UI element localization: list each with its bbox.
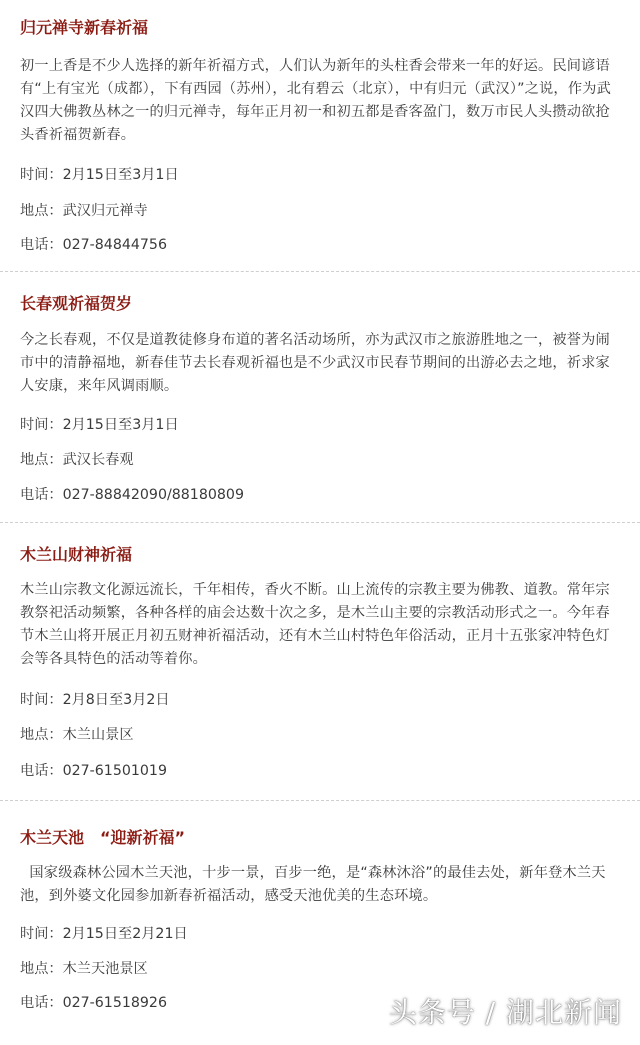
event-place: 地点：木兰山景区 [20, 727, 134, 743]
section-title: 长春观祈福贺岁 [20, 294, 133, 313]
event-place: 地点：武汉长春观 [20, 452, 134, 468]
event-time: 时间：2月15日至3月1日 [20, 167, 179, 183]
section-divider [0, 271, 640, 272]
section-paragraph: 初一上香是不少人选择的新年祈福方式，人们认为新年的头柱香会带来一年的好运。民间谚语有“上有宝光（成都），下有西园（苏州），北有碧云（北京），中有归元（武汉）”之说，作为武汉四大佛教丛林之一的归元禅寺，每年正月初一和初五都是香客盈门，数万市民人头攒动欲抢头香祈福贺新春。 [20, 58, 611, 143]
event-time: 时间：2月15日至3月1日 [20, 417, 179, 433]
event-phone: 电话：027-88842090/88180809 [20, 487, 244, 503]
event-place: 地点：武汉归元禅寺 [20, 203, 148, 219]
section-paragraph: 木兰山宗教文化源远流长，千年相传，香火不断。山上流传的宗教主要为佛教、道教。常年宗教祭祀活动频繁，各种各样的庙会达数十次之多，是木兰山主要的宗教活动形式之一。今年春节木兰山将开展正月初五财神祈福活动，还有木兰山村特色年俗活动，正月十五张家冲特色灯会等各具特色的活动等着你。 [20, 582, 610, 667]
event-phone: 电话：027-61518926 [20, 995, 167, 1011]
event-time: 时间：2月8日至3月2日 [20, 692, 170, 708]
section-paragraph: 今之长春观，不仅是道教徒修身布道的著名活动场所，亦为武汉市之旅游胜地之一，被誉为闹市中的清静福地，新春佳节去长春观祈福也是不少武汉市民春节期间的出游必去之地，祈求家人安康，来年风调雨顺。 [20, 332, 610, 394]
event-place: 地点：木兰天池景区 [20, 961, 148, 977]
section-title: 木兰山财神祈福 [20, 545, 133, 564]
section-title: 木兰天池 “迎新祈福” [20, 828, 186, 847]
section-divider [0, 800, 640, 801]
section-paragraph: 国家级森林公园木兰天池，十步一景，百步一绝，是“森林沐浴”的最佳去处，新年登木兰天池，到外婆文化园参加新春祈福活动，感受天池优美的生态环境。 [20, 865, 606, 904]
section-title: 归元禅寺新春祈福 [20, 18, 149, 37]
event-phone: 电话：027-61501019 [20, 763, 167, 779]
event-time: 时间：2月15日至2月21日 [20, 926, 188, 942]
section-divider [0, 522, 640, 523]
source-watermark: 头条号 / 湖北新闻 [388, 996, 622, 1029]
event-phone: 电话：027-84844756 [20, 237, 167, 253]
